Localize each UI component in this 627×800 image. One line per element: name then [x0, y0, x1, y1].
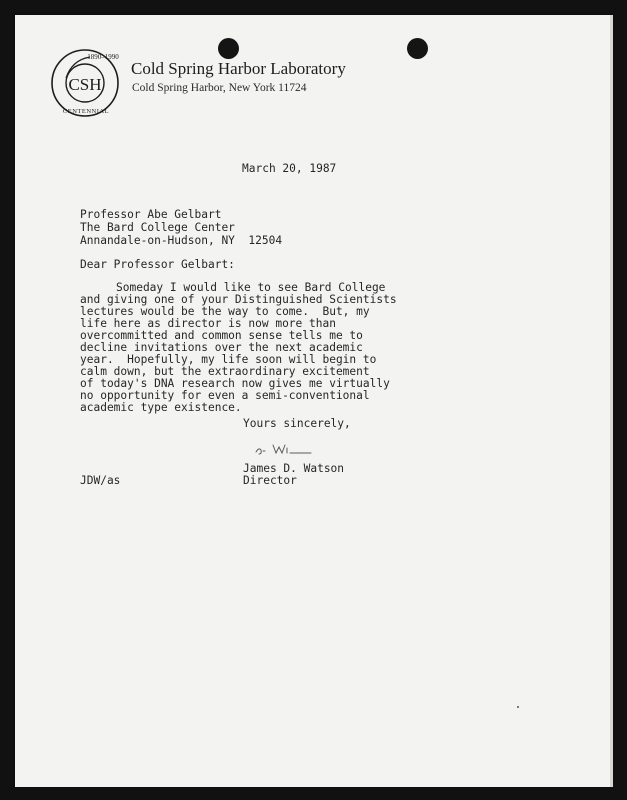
body-line-5: overcommitted and common sense tells me to	[80, 329, 363, 342]
punch-hole-left	[218, 38, 239, 59]
handwritten-signature	[253, 438, 313, 460]
body-line-11: academic type existence.	[80, 401, 242, 414]
letterhead-name: Cold Spring Harbor Laboratory	[131, 59, 346, 78]
body-line-3: lectures would be the way to come. But, my	[80, 305, 370, 318]
body-line-6: decline invitations over the next academic	[80, 341, 363, 354]
body-line-4: life here as director is now more than	[80, 317, 336, 330]
punch-hole-right	[407, 38, 428, 59]
letter-date: March 20, 1987	[242, 162, 337, 175]
body-line-10: no opportunity for even a semi-conventional	[80, 389, 370, 402]
seal-years: 1890–1990	[87, 53, 119, 61]
seal-text: CSH	[68, 75, 102, 94]
page-edge	[610, 15, 613, 787]
body-line-1: Someday I would like to see Bard College	[116, 281, 386, 294]
typist-initials: JDW/as	[80, 474, 121, 487]
letterhead-address: Cold Spring Harbor, New York 11724	[132, 82, 307, 94]
body-line-8: calm down, but the extraordinary excitement	[80, 365, 370, 378]
body-line-2: and giving one of your Distinguished Scientists	[80, 293, 397, 306]
salutation: Dear Professor Gelbart:	[80, 258, 235, 271]
closing: Yours sincerely,	[243, 417, 351, 430]
recipient-line-2: The Bard College Center	[80, 221, 235, 234]
paper-speck	[517, 706, 519, 708]
signer-title: Director	[243, 474, 297, 487]
recipient-line-3: Annandale-on-Hudson, NY 12504	[80, 234, 283, 247]
signer-name: James D. Watson	[243, 462, 345, 475]
seal-ring-text: CENTENNIAL	[62, 108, 110, 115]
centennial-seal-logo	[50, 48, 120, 118]
body-line-7: year. Hopefully, my life soon will begin to	[80, 353, 377, 366]
recipient-line-1: Professor Abe Gelbart	[80, 208, 222, 221]
body-line-9: of today's DNA research now gives me virtually	[80, 377, 390, 390]
